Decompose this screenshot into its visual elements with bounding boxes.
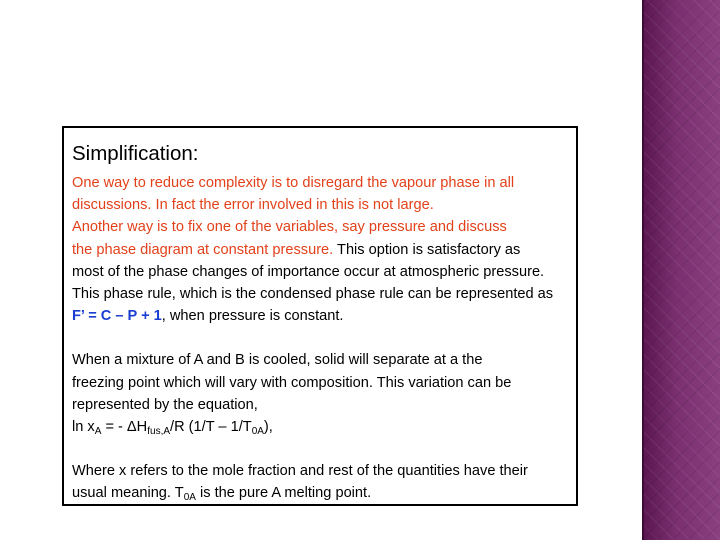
slide-title: Simplification:	[72, 142, 199, 165]
decorative-side-band	[642, 0, 720, 540]
orange-text-4: the phase diagram at constant pressure.	[72, 241, 334, 258]
eq-prefix: ln x	[72, 419, 95, 436]
paragraph-gap-2	[72, 438, 576, 460]
mixed-line-4	[72, 239, 576, 261]
para3-sub: 0A	[183, 492, 196, 504]
eq-sub-fus: fus,A	[147, 426, 171, 438]
formula-line	[72, 305, 576, 327]
para2-line-3: represented by the equation,	[72, 396, 258, 413]
orange-line-1	[72, 172, 576, 194]
orange-line-2	[72, 194, 576, 216]
paragraph-gap	[72, 327, 576, 349]
para3-prefix: usual meaning. T	[72, 485, 184, 502]
orange-text-3: Another way is to fix one of the variables, say pressure and discuss	[72, 219, 507, 236]
para3-suffix: is the pure A melting point.	[195, 485, 372, 502]
orange-text-1: One way to reduce complexity is to disregard the vapour phase in all	[72, 175, 515, 191]
para2-line-2: freezing point which will vary with composition. This variation can be	[72, 374, 512, 391]
orange-line-3	[72, 216, 576, 238]
black-line-6: This phase rule, which is the condensed phase rule can be represented as	[72, 286, 554, 303]
para3-line-1: Where x refers to the mole fraction and rest of the quantities have their	[72, 463, 528, 480]
eq-sub-0a: 0A	[251, 426, 264, 438]
black-text-4: This option is satisfactory as	[333, 241, 521, 258]
equation-line	[72, 416, 576, 438]
eq-sub-a: A	[94, 426, 102, 438]
eq-mid1: = - ΔH	[101, 419, 148, 436]
eq-end: ),	[263, 419, 273, 436]
condensed-phase-rule-formula: F’ = C – P + 1	[72, 308, 162, 325]
orange-text-2: discussions. In fact the error involved in this is not large.	[72, 197, 434, 214]
eq-mid2: /R (1/T – 1/T	[170, 419, 252, 436]
para2-line-1: When a mixture of A and B is cooled, solid will separate at a the	[72, 352, 483, 369]
content-box	[62, 126, 578, 506]
formula-suffix: , when pressure is constant.	[161, 308, 344, 325]
para3-line-2	[72, 482, 576, 504]
black-line-5: most of the phase changes of importance occur at atmospheric pressure.	[72, 263, 545, 280]
